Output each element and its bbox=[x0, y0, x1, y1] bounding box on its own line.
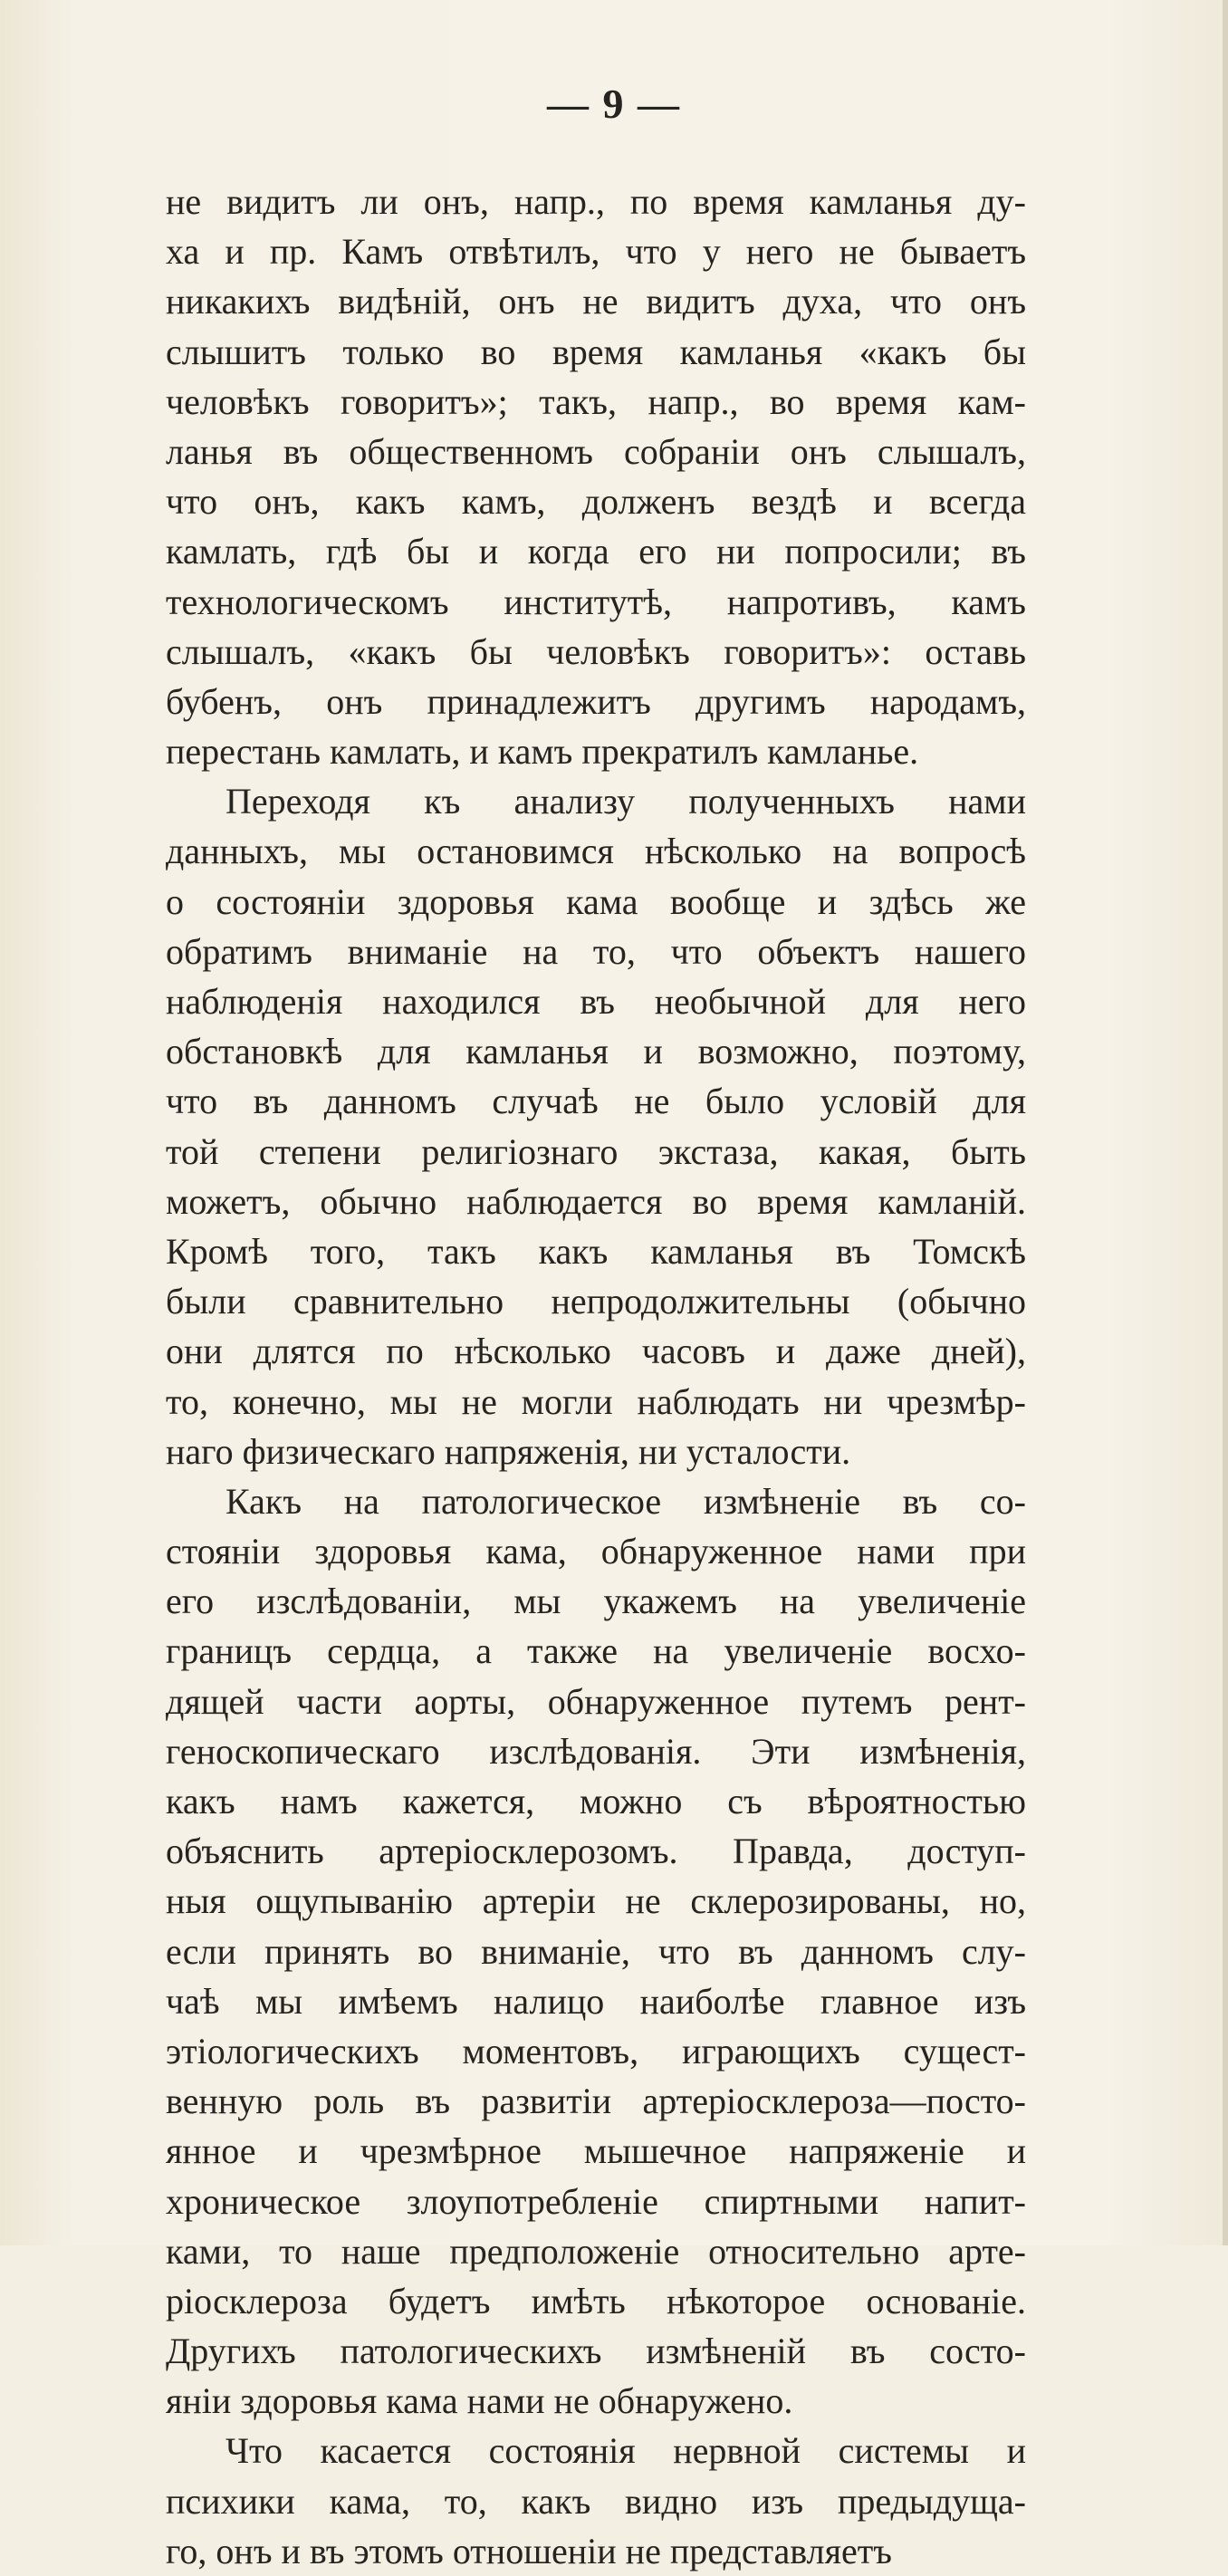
text-line: рiосклероза будетъ имѣть нѣкоторое основанiе. bbox=[166, 2280, 1026, 2321]
text-line: бубенъ, онъ принадлежитъ другимъ народамъ, bbox=[166, 680, 1026, 722]
text-line: если принять во вниманiе, что въ данномъ слу- bbox=[166, 1930, 1026, 1972]
text-line: Что касается состоянiя нервной системы и bbox=[225, 2430, 1026, 2472]
page-number: — 9 — bbox=[547, 81, 681, 127]
text-line: чаѣ мы имѣемъ налицо наиболѣе главное изъ bbox=[166, 1980, 1026, 2022]
text-line: какъ намъ кажется, можно съ вѣроятностью bbox=[166, 1781, 1026, 1821]
text-line: не видитъ ли онъ, напр., по время камланья ду- bbox=[166, 181, 1026, 222]
text-line: ныя ощупыванiю артерiи не склерозированы, но, bbox=[166, 1880, 1026, 1922]
text-line: го, онъ и въ этомъ отношенiи не представляетъ bbox=[166, 2530, 892, 2571]
text-line: что онъ, какъ камъ, долженъ вездѣ и всегда bbox=[166, 481, 1026, 523]
text-line: Какъ на патологическое измѣненiе въ со- bbox=[225, 1480, 1026, 1522]
body-text bbox=[166, 177, 1026, 2576]
text-line: янiи здоровья кама нами не обнаружено. bbox=[166, 2380, 793, 2422]
text-line: что въ данномъ случаѣ не было условiй для bbox=[166, 1081, 1026, 1122]
text-line: о состоянiи здоровья кама вообще и здѣсь же bbox=[166, 880, 1026, 922]
text-line: хроническое злоупотребленiе спиртными напит- bbox=[166, 2180, 1026, 2222]
text-line: перестань камлать, и камъ прекратилъ камланье. bbox=[166, 731, 919, 773]
text-line: наго физическаго напряженiя, ни усталости. bbox=[166, 1430, 851, 1472]
text-line: Кромѣ того, такъ какъ камланья въ Томскѣ bbox=[166, 1230, 1026, 1272]
text-line: данныхъ, мы остановимся нѣсколько на вопросѣ bbox=[166, 831, 1026, 872]
text-line: технологическомъ институтѣ, напротивъ, камъ bbox=[166, 581, 1026, 622]
text-line: обратимъ вниманiе на то, что объектъ нашего bbox=[166, 930, 1026, 972]
text-line: ками, то наше предположенiе относительно арте- bbox=[166, 2230, 1026, 2272]
text-line: венную роль въ развитiи артерiосклероза—посто- bbox=[166, 2081, 1026, 2122]
text-line: наблюденiя находился въ необычной для него bbox=[166, 981, 1026, 1022]
text-line: ланья въ общественномъ собранiи онъ слышалъ, bbox=[166, 430, 1026, 472]
text-line: Другихъ патологическихъ измѣненiй въ состо- bbox=[166, 2331, 1026, 2372]
text-line: то, конечно, мы не могли наблюдать ни чрезмѣр- bbox=[166, 1380, 1026, 1422]
text-line: обстановкѣ для камланья и возможно, поэтому, bbox=[166, 1031, 1026, 1072]
text-line: ха и пр. Камъ отвѣтилъ, что у него не бываетъ bbox=[166, 231, 1026, 273]
text-line: можетъ, обычно наблюдается во время камланiй. bbox=[166, 1180, 1026, 1222]
text-line: слышалъ, «какъ бы человѣкъ говоритъ»: оставь bbox=[166, 630, 1026, 672]
text-line: дящей части аорты, обнаруженное путемъ рент- bbox=[166, 1680, 1026, 1722]
text-line: Переходя къ анализу полученныхъ нами bbox=[225, 781, 1026, 822]
text-line: геноскопическаго изслѣдованiя. Эти измѣненiя, bbox=[166, 1730, 1026, 1772]
text-line: стоянiи здоровья кама, обнаруженное нами при bbox=[166, 1531, 1026, 1572]
page-edge bbox=[1223, 0, 1228, 2245]
text-line: человѣкъ говоритъ»; такъ, напр., во время кам- bbox=[166, 380, 1026, 422]
text-line: объяснить артерiосклерозомъ. Правда, доступ- bbox=[166, 1831, 1026, 1872]
text-line: были сравнительно непродолжительны (обычно bbox=[166, 1281, 1026, 1322]
text-line: его изслѣдованiи, мы укажемъ на увеличенiе bbox=[166, 1581, 1026, 1622]
text-line: слышитъ только во время камланья «какъ бы bbox=[166, 331, 1026, 372]
text-line: психики кама, то, какъ видно изъ предыдуща- bbox=[166, 2480, 1026, 2522]
text-line: они длятся по нѣсколько часовъ и даже дней), bbox=[166, 1331, 1026, 1372]
text-line: той степени религiознаго экстаза, какая, быть bbox=[166, 1130, 1026, 1172]
text-line: границъ сердца, а также на увеличенiе восхо- bbox=[166, 1630, 1026, 1672]
text-line: янное и чрезмѣрное мышечное напряженiе и bbox=[166, 2130, 1026, 2172]
text-line: никакихъ видѣнiй, онъ не видитъ духа, что онъ bbox=[166, 281, 1026, 322]
text-line: камлать, гдѣ бы и когда его ни попросили; въ bbox=[166, 531, 1026, 572]
text-line: этiологическихъ моментовъ, играющихъ сущест- bbox=[166, 2030, 1026, 2071]
